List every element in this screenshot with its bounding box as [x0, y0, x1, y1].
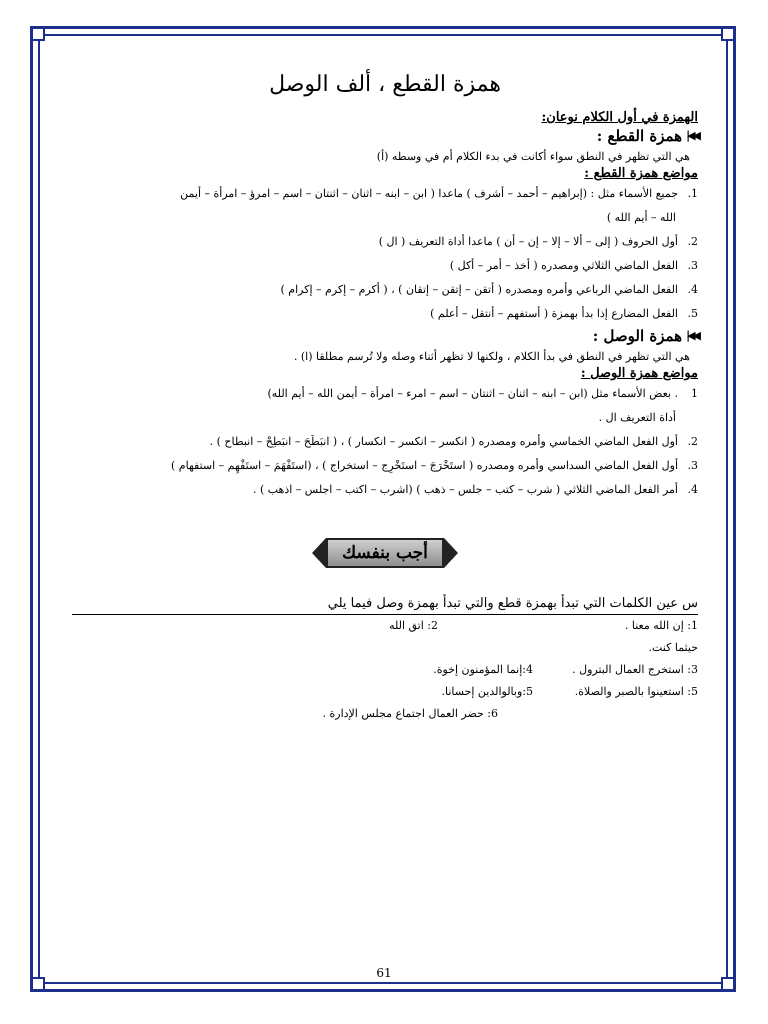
exercise-item: 5:وبالوالدين إحسانا.	[441, 685, 533, 698]
item-number: 5.	[687, 307, 698, 320]
list-item	[72, 278, 698, 302]
item-number: 3.	[687, 459, 698, 472]
exercise-banner	[72, 538, 698, 568]
list-item	[72, 478, 698, 502]
list-item-continuation	[72, 206, 698, 230]
wasl-definition: هي التي تظهر في النطق في بدأ الكلام ، ولكنها لا تظهر أثناء وصله ولا تُرسم مطلقا (ا) .	[293, 350, 690, 363]
item-number: 2.	[687, 235, 698, 248]
list-item	[72, 182, 698, 206]
item-text: أمر الفعل الماضي الثلاثي ( شرب – كتب – جلس – ذهب ) (اشرب – اكتب – اجلس – اذهب ) .	[252, 483, 678, 496]
item-number: 4.	[687, 483, 698, 496]
intro-heading: الهمزة في أول الكلام نوعان:	[541, 110, 698, 125]
exercise-item: 5: استعينوا بالصبر والصلاة.	[574, 685, 698, 698]
list-item	[72, 430, 698, 454]
item-number: 1.	[687, 187, 698, 200]
exercise-question: س عين الكلمات التي تبدأ بهمزة قطع والتي تبدأ بهمزة وصل فيما يلي	[72, 594, 698, 615]
exercise-item: 2: اتق الله	[389, 619, 438, 632]
exercise-row	[72, 703, 698, 725]
exercise-item: 3: استخرج العمال البترول .	[572, 663, 698, 676]
arrow-right-icon	[444, 538, 458, 568]
exercise-item: 4:إنما المؤمنون إخوة.	[433, 663, 533, 676]
wasl-places-heading: مواضع همزة الوصل :	[580, 366, 698, 381]
wasl-places-list	[72, 382, 698, 502]
arrow-left-icon	[312, 538, 326, 568]
exercise-row	[72, 637, 698, 659]
exercise-item: حيثما كنت.	[648, 641, 698, 654]
banner-shape	[312, 538, 458, 568]
item-text: الفعل الماضي الثلاثي ومصدره ( أخذ – أمر – أكل )	[449, 259, 678, 272]
exercise-row	[72, 659, 698, 681]
exercise-row	[72, 615, 698, 637]
wasl-heading	[72, 326, 698, 346]
item-number: 2.	[687, 435, 698, 448]
list-item	[72, 254, 698, 278]
qat-heading-label: همزة القطع :	[596, 127, 683, 145]
list-item	[72, 230, 698, 254]
qat-places-heading: مواضع همزة القطع :	[584, 166, 698, 181]
item-number: 1	[691, 387, 698, 400]
double-arrow-left-icon: ◀◀|	[686, 129, 698, 142]
frame-corner-ornament	[31, 27, 45, 41]
exercise-item: 6: حضر العمال اجتماع مجلس الإدارة .	[322, 707, 498, 720]
page-number: 61	[376, 966, 392, 980]
item-text: أول الفعل الماضي الخماسي وأمره ومصدره ( انكسر – انكسر – انكسار ) ، ( انبَطَحَ – انبَطِحْ – انبطاح ) .	[209, 435, 678, 448]
item-text: . بعض الأسماء مثل (ابن – ابنه – اثنان – اثنتان – اسم – امرء – امرأة – أيمن الله – أيم الله)	[267, 387, 678, 400]
item-number: 3.	[687, 259, 698, 272]
exercise-item: 1: إن الله معنا .	[624, 619, 698, 632]
list-item	[72, 302, 698, 326]
banner-label: أجب بنفسك	[326, 538, 444, 568]
page-content	[72, 64, 698, 725]
qat-heading	[72, 126, 698, 146]
wasl-heading-label: همزة الوصل :	[592, 327, 683, 345]
page-title: همزة القطع ، ألف الوصل	[269, 72, 501, 97]
frame-corner-ornament	[721, 27, 735, 41]
list-item-continuation	[72, 406, 698, 430]
item-number: 4.	[687, 283, 698, 296]
qat-places-list	[72, 182, 698, 326]
double-arrow-left-icon: ◀◀|	[686, 329, 698, 342]
item-text: جميع الأسماء مثل : (إبراهيم – أحمد – أشرف ) ماعدا ( ابن – ابنه – اثنان – اثنتان – اسم – امرؤ – امرأة – أيمن	[180, 187, 678, 200]
item-text: أداة التعريف ال .	[598, 411, 676, 424]
qat-definition: هي التي تظهر في النطق سواء أكانت في بدء الكلام أم في وسطه (أ)	[376, 150, 690, 163]
item-text: الفعل المضارع إذا بدأ بهمزة ( أستفهم – أنتقل – أعلم )	[430, 307, 678, 320]
list-item	[72, 454, 698, 478]
item-text: الفعل الماضي الرباعي وأمره ومصدره ( أتقن – إتقن – إتقان ) ، ( أكرم – إكرم – إكرام )	[280, 283, 678, 296]
item-text: أول الحروف ( إلى – ألا – إلا – إن – أن ) ماعدا أداة التعريف ( ال )	[378, 235, 678, 248]
list-item	[72, 382, 698, 406]
exercise-row	[72, 681, 698, 703]
item-text: أول الفعل الماضي السداسي وأمره ومصدره ( استَخْرَجَ – استَخْرِج – استخراج ) ، (استَفْهَمَ – استَفْهِم – استفهام )	[171, 459, 678, 472]
item-text: الله – أيم الله )	[606, 211, 676, 224]
